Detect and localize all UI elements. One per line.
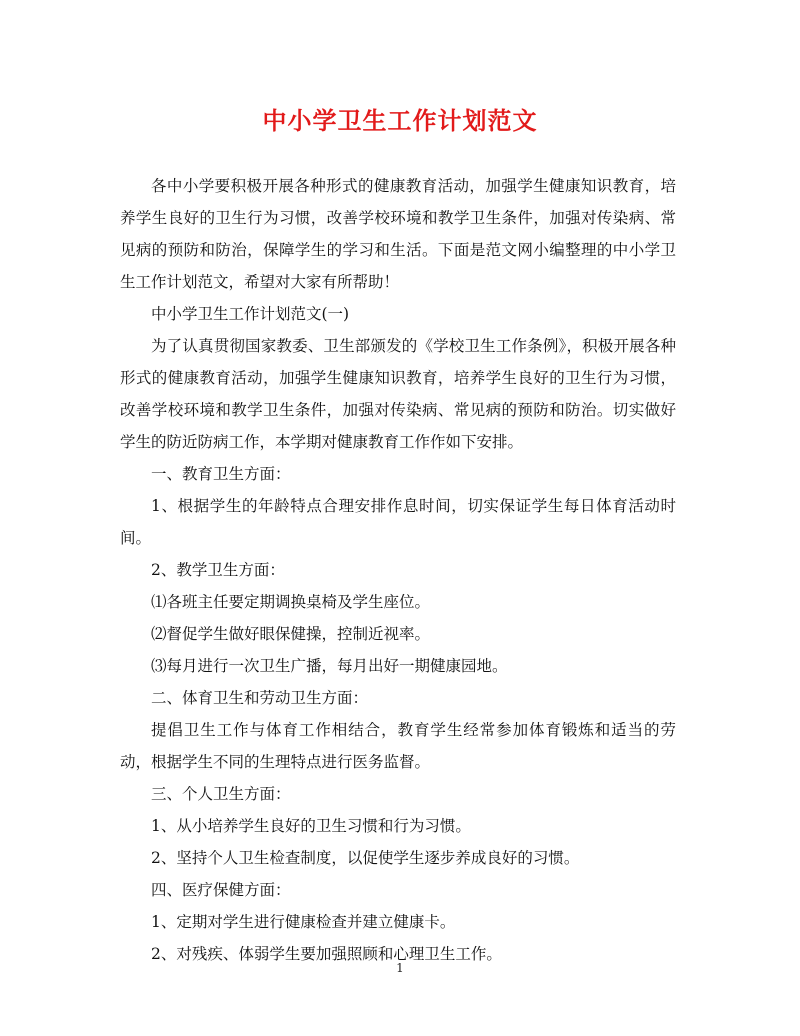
body-paragraph: 提倡卫生工作与体育工作相结合，教育学生经常参加体育锻炼和适当的劳动，根据学生不同的生理特点进行医务监督。 [120,721,676,771]
list-item: 2、教学卫生方面： [151,561,285,579]
section-heading: 四、医疗保健方面： [151,881,291,899]
document-body [120,170,676,970]
page-number: 1 [396,961,404,975]
section-heading: 二、体育卫生和劳动卫生方面： [151,689,369,707]
intro-paragraph: 各中小学要积极开展各种形式的健康教育活动，加强学生健康知识教育，培养学生良好的卫生行为习惯，改善学校环境和教学卫生条件，加强对传染病、常见病的预防和防治，保障学生的学习和生活。下面是范文网小编整理的中小学卫生工作计划范文，希望对大家有所帮助！ [120,177,676,291]
list-item: ⑶每月进行一次卫生广播，每月出好一期健康园地。 [151,657,508,675]
list-item: ⑵督促学生做好眼保健操，控制近视率。 [151,625,431,643]
list-item: 2、坚持个人卫生检查制度，以促使学生逐步养成良好的习惯。 [151,849,580,867]
section-heading: 中小学卫生工作计划范文(一) [151,305,350,323]
document-title: 中小学卫生工作计划范文 [262,106,538,135]
list-item: 2、对残疾、体弱学生要加强照顾和心理卫生工作。 [151,945,502,963]
list-item: 1、从小培养学生良好的卫生习惯和行为习惯。 [151,817,471,835]
list-item: 1、根据学生的年龄特点合理安排作息时间，切实保证学生每日体育活动时间。 [120,497,676,547]
section-heading: 三、个人卫生方面： [151,785,291,803]
body-paragraph: 为了认真贯彻国家教委、卫生部颁发的《学校卫生工作条例》，积极开展各种形式的健康教育活动，加强学生健康知识教育，培养学生良好的卫生行为习惯，改善学校环境和教学卫生条件，加强对传染病、常见病的预防和防治。切实做好学生的防近防病工作，本学期对健康教育工作作如下安排。 [120,337,676,451]
list-item: ⑴各班主任要定期调换桌椅及学生座位。 [151,593,431,611]
section-heading: 一、教育卫生方面： [151,465,291,483]
list-item: 1、定期对学生进行健康检查并建立健康卡。 [151,913,456,931]
